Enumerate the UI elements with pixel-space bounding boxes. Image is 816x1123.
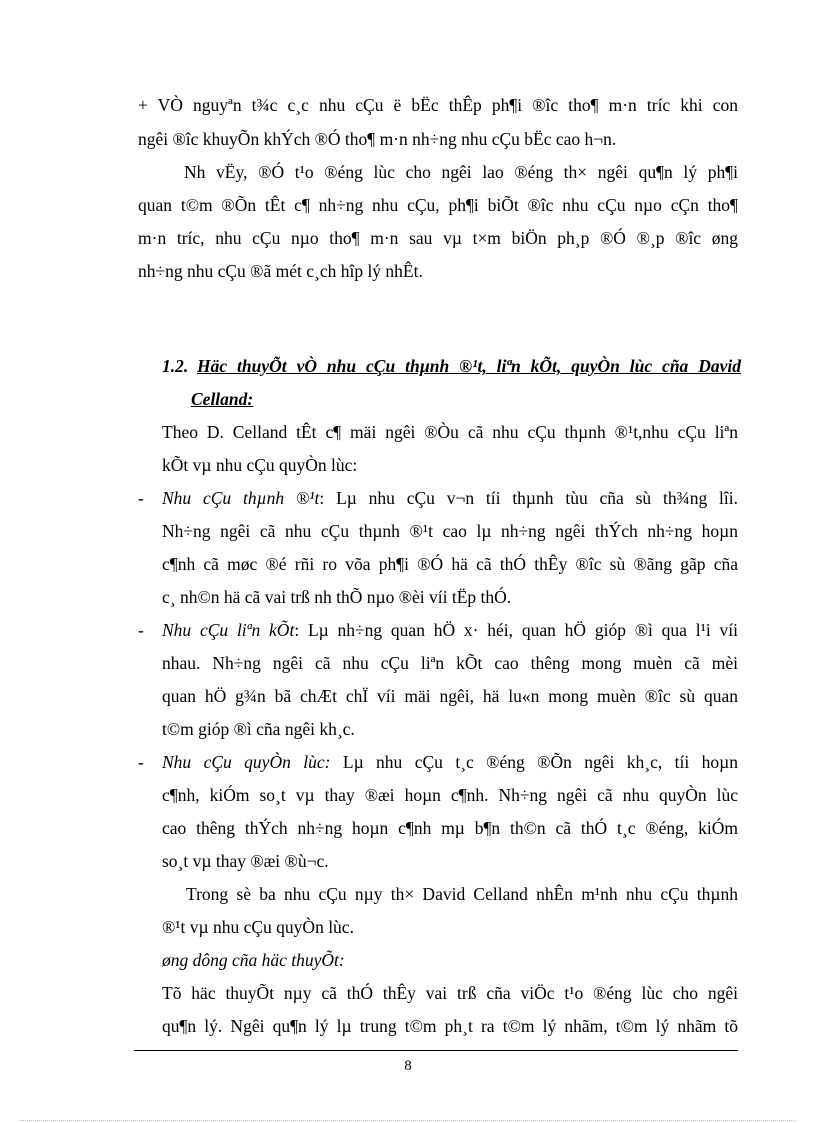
paragraph-line: Nh vËy, ®Ó t¹o ®éng lùc cho ngêi lao ®éng th× ngêi qu¶n lý ph¶i xyxy=(184,162,738,182)
footer-rule xyxy=(134,1050,738,1051)
paragraph-line: Tõ häc thuyÕt nµy cã thÓ thÊy vai trß cña viÖc t¹o ®éng lùc cho ngêi xyxy=(162,983,738,1003)
bullet-dash: - xyxy=(138,752,144,772)
section-heading-cont: Celland: xyxy=(191,389,254,409)
bullet-text: Lµ nhu cÇu t¸c ®éng ®Õn ngêi kh¸c, tíi hoµn xyxy=(330,752,739,772)
bullet-line xyxy=(162,751,738,773)
paragraph-line: nh÷ng nhu cÇu ®ã mét c¸ch hîp lý nhÊt. xyxy=(138,261,423,281)
paragraph-line: nhau. Nh÷ng ngêi cã nhu cÇu liªn kÕt cao thêng mong muèn cã mèi xyxy=(162,653,738,673)
bullet-text: : Lµ nh÷ng quan hÖ x· héi, quan hÖ gióp ®ì qua l¹i víi xyxy=(294,620,738,640)
subheading: øng dông cña häc thuyÕt: xyxy=(162,950,345,970)
bullet-term: Nhu cÇu quyÒn lùc: xyxy=(162,752,331,772)
paragraph-line: Nh÷ng ngêi cã nhu cÇu thµnh ®¹t cao lµ nh÷ng ngêi thÝch nh÷ng hoµn xyxy=(162,521,738,541)
paragraph-line: c¶nh, kiÓm so¸t vµ thay ®æi hoµn c¶nh. Nh÷ng ngêi cã nhu quyÒn lùc xyxy=(162,785,738,805)
paragraph-line: Theo D. Celland tÊt c¶ mäi ngêi ®Òu cã nhu cÇu thµnh ®¹t,nhu cÇu liªn xyxy=(162,422,738,442)
bullet-term: Nhu cÇu thµnh ®¹t xyxy=(162,488,320,508)
page-bottom-border xyxy=(20,1120,796,1121)
section-heading: Häc thuyÕt vÒ nhu cÇu thµnh ®¹t, liªn kÕt, quyÒn lùc cña David xyxy=(197,356,741,376)
paragraph-line: ngêi ®îc khuyÕn khÝch ®Ó tho¶ m·n nh÷ng nhu cÇu bËc cao h¬n. xyxy=(138,129,617,149)
paragraph-line: quan t©m ®Õn tÊt c¶ nh÷ng nhu cÇu, ph¶i biÕt ®îc nhu cÇu nµo cÇn tho¶ xyxy=(138,195,738,215)
paragraph-line: cao thêng thÝch nh÷ng hoµn c¶nh mµ b¶n th©n cã thÓ t¸c ®éng, kiÓm xyxy=(162,818,738,838)
paragraph-line: quan hÖ g¾n bã chÆt chÏ víi mäi ngêi, hä lu«n mong muèn ®îc sù quan xyxy=(162,686,738,706)
paragraph-line: c¶nh cã møc ®é rñi ro võa ph¶i ®Ó hä cã thÓ thÊy ®îc sù ®ãng gãp cña xyxy=(162,554,738,574)
bullet-dash: - xyxy=(138,488,144,508)
paragraph-line: t©m gióp ®ì cña ngêi kh¸c. xyxy=(162,719,355,739)
paragraph-line: qu¶n lý. Ngêi qu¶n lý lµ trung t©m ph¸t ra t©m lý nhãm, t©m lý nhãm tõ xyxy=(162,1016,738,1036)
paragraph-line: c¸ nh©n hä cã vai trß nh thÕ nµo ®èi víi tËp thÓ. xyxy=(162,587,512,607)
paragraph-line: so¸t vµ thay ®æi ®ù¬c. xyxy=(162,851,329,871)
bullet-dash: - xyxy=(138,620,144,640)
bullet-line xyxy=(162,619,738,641)
paragraph-line: Trong sè ba nhu cÇu nµy th× David Celland nhÊn m¹nh nhu cÇu thµnh xyxy=(186,884,738,904)
bullet-text: : Lµ nhu cÇu v¬n tíi thµnh tùu cña sù th¾ng lîi. xyxy=(319,488,738,508)
paragraph-line: ®¹t vµ nhu cÇu quyÒn lùc. xyxy=(162,917,354,937)
section-number: 1.2. xyxy=(162,356,189,376)
paragraph-line: kÕt vµ nhu cÇu quyÒn lùc: xyxy=(162,455,358,475)
paragraph-line: + VÒ nguyªn t¾c c¸c nhu cÇu ë bËc thÊp ph¶i ®îc tho¶ m·n tríc khi con xyxy=(138,95,738,115)
paragraph-line: m·n tríc, nhu cÇu nµo tho¶ m·n sau vµ t×m biÖn ph¸p ®Ó ®¸p ®îc øng xyxy=(138,228,738,248)
bullet-line xyxy=(162,487,738,509)
page-number: 8 xyxy=(404,1058,412,1074)
bullet-term: Nhu cÇu liªn kÕt xyxy=(162,620,295,640)
